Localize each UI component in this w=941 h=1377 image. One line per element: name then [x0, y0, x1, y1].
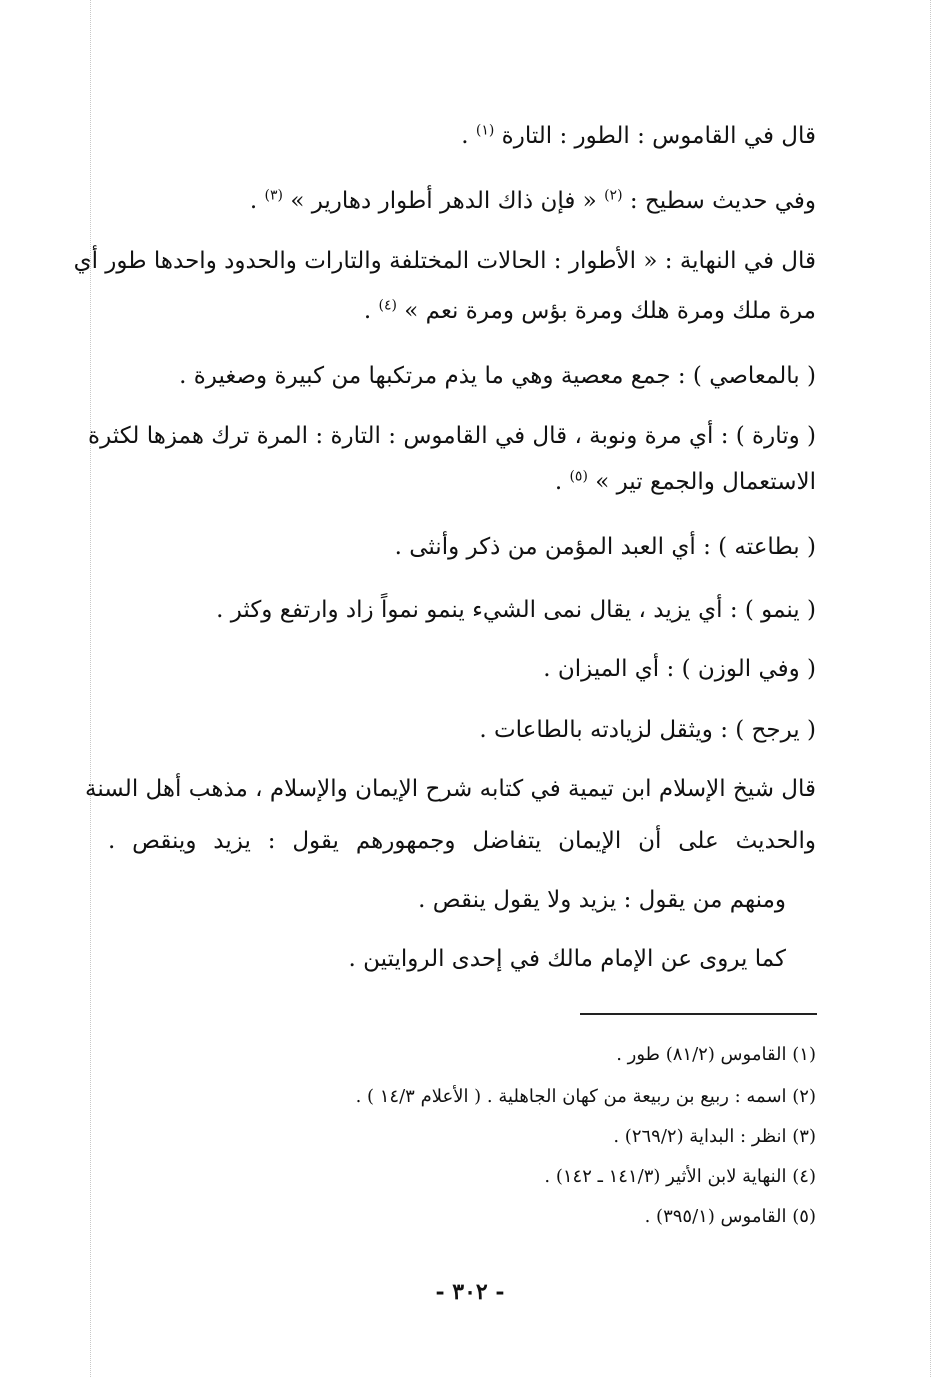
paragraph-wa-tara-line-1: ( وتارة ) : أي مرة ونوبة ، قال في القاموس : التارة : المرة ترك همزها لكثرة: [88, 423, 816, 449]
footnote-2: (٢) اسمه : ربيع بن ربيعة من كهان الجاهلية . ( الأعلام ١٤/٣ ) .: [355, 1086, 816, 1107]
paragraph-wa-fil-wazn: ( وفي الوزن ) : أي الميزان .: [543, 656, 816, 682]
footnote-ref-3[interactable]: (٣): [264, 187, 283, 204]
footnote-ref-1[interactable]: (١): [475, 122, 495, 139]
paragraph-qamus-tawr: قال في القاموس : الطور : التارة $^{(١)}$ .: [461, 122, 816, 149]
footnote-4: (٤) النهاية لابن الأثير (١٤١/٣ ـ ١٤٢) .: [544, 1166, 816, 1187]
page-number: - ٣٠٢ -: [435, 1279, 505, 1305]
footnote-separator: [580, 1013, 817, 1015]
paragraph-imam-malik: كما يروى عن الإمام مالك في إحدى الروايتين .: [348, 946, 786, 972]
paragraph-nihaya-line-2: مرة ملك ومرة هلك ومرة بؤس ومرة نعم » $^{(٤)}$ .: [363, 297, 816, 324]
left-margin-dots: [90, 0, 91, 1377]
paragraph-bi-taatihi: ( بطاعته ) : أي العبد المؤمن من ذكر وأنثى .: [394, 534, 816, 560]
footnote-ref-5[interactable]: (٥): [569, 468, 588, 485]
paragraph-ibn-taymiyya-line-1: قال شيخ الإسلام ابن تيمية في كتابه شرح الإيمان والإسلام ، مذهب أهل السنة: [85, 776, 816, 802]
footnote-5: (٥) القاموس (٣٩٥/١) .: [644, 1206, 816, 1227]
footnote-3: (٣) انظر : البداية (٢٦٩/٢) .: [613, 1126, 816, 1147]
footnote-ref-4[interactable]: (٤): [378, 297, 397, 314]
paragraph-yanmu: ( ينمو ) : أي يزيد ، يقال نمى الشيء ينمو نمواً زاد وارتفع وكثر .: [216, 597, 816, 623]
paragraph-ibn-taymiyya-line-2: والحديث على أن الإيمان يتفاضل وجمهورهم يقول : يزيد وينقص .: [108, 828, 816, 854]
paragraph-nihaya-line-1: قال في النهاية : « الأطوار : الحالات المختلفة والتارات والحدود واحدها طور أي: [73, 248, 816, 274]
footnote-1: (١) القاموس (٨١/٢) طور .: [616, 1044, 816, 1065]
paragraph-yarjah: ( يرجح ) : ويثقل لزيادته بالطاعات .: [479, 717, 816, 743]
paragraph-bil-maasi: ( بالمعاصي ) : جمع معصية وهي ما يذم مرتكبها من كبيرة وصغيرة .: [179, 363, 816, 389]
paragraph-wa-tara-line-2: الاستعمال والجمع تير » $^{(٥)}$ .: [554, 468, 816, 495]
right-margin-dots: [930, 0, 931, 1377]
paragraph-minhum: ومنهم من يقول : يزيد ولا يقول ينقص .: [418, 887, 786, 913]
footnote-ref-2[interactable]: (٢): [604, 187, 623, 204]
paragraph-satih-hadith: وفي حديث سطيح : $^{(٢)}$ « فإن ذاك الدهر أطوار دهارير » $^{(٣)}$ .: [249, 187, 816, 214]
